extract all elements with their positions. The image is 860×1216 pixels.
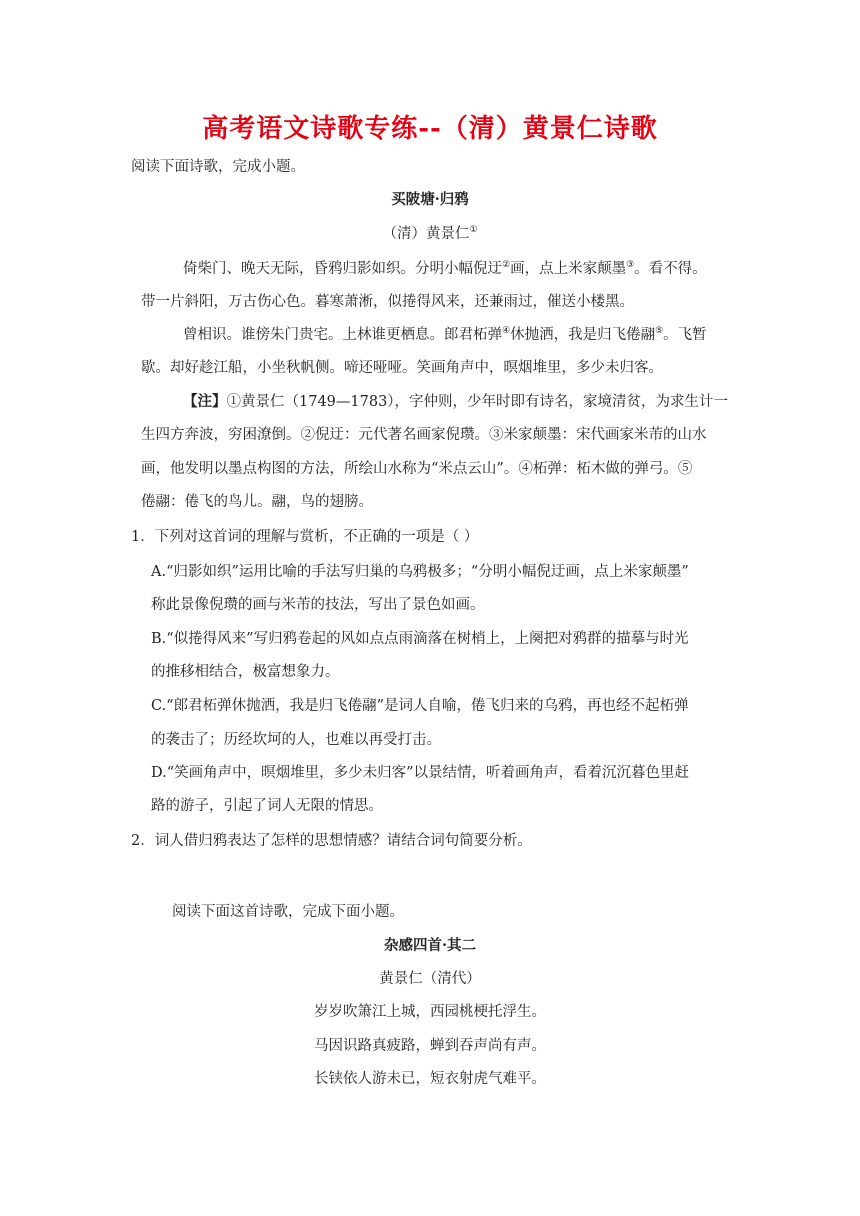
question-stem: 1．下列对这首词的理解与赏析，不正确的一项是（ ） bbox=[131, 529, 479, 545]
poem1-line: 歇。却好趁江船，小坐秋帆侧。啼还哑哑。笑画角声中，暝烟堆里，多少未归客。 bbox=[141, 360, 663, 376]
annotation-line: 生四方奔波，穷困潦倒。②倪迂：元代著名画家倪瓒。③米家颠墨：宋代画家米芾的山水 bbox=[141, 427, 707, 443]
poem1-line: 曾相识。谁傍朱门贵宅。上林谁更栖息。郎君柘弹④休抛洒，我是归飞倦翮⑤。飞暂 bbox=[183, 326, 707, 343]
poem1-title: 买陂塘·归鸦 bbox=[391, 191, 469, 208]
poem2-author: 黄景仁（清代） bbox=[379, 971, 481, 987]
poem1-line: 带一片斜阳，万古伤心色。暮寒萧淅，似捲得风来，还兼雨过，催送小楼黑。 bbox=[141, 294, 634, 310]
section2-instruction: 阅读下面这首诗歌，完成下面小题。 bbox=[172, 904, 404, 920]
annotation-line: 画，他发明以墨点构图的方法，所绘山水称为“米点云山”。④柘弹：柘木做的弹弓。⑤ bbox=[141, 461, 693, 477]
annotation-line: 倦翮：倦飞的鸟儿。翮，鸟的翅膀。 bbox=[141, 494, 373, 510]
poem1-line: 倚柴门、晚天无际，昏鸦归影如织。分明小幅倪迂②画，点上米家颠墨③。看不得。 bbox=[183, 260, 707, 277]
poem2-line: 岁岁吹箫江上城，西园桃梗托浮生。 bbox=[314, 1004, 546, 1020]
question-option-line: 称此景像倪瓒的画与米芾的技法，写出了景色如画。 bbox=[151, 597, 485, 613]
document-title: 高考语文诗歌专练--（清）黄景仁诗歌 bbox=[202, 114, 658, 144]
question-option-line: D.“笑画角声中，暝烟堆里，多少未归客”以景结情，听着画角声，看着沉沉暮色里赶 bbox=[151, 765, 690, 781]
question-option-line: B.“似捲得风来”写归鸦卷起的风如点点雨滴落在树梢上，上阕把对鸦群的描摹与时光 bbox=[151, 631, 689, 647]
annotation-line: 【注】①黄景仁（1749—1783），字仲则，少年时即有诗名，家境清贫，为求生计一 bbox=[183, 393, 729, 410]
question-option-line: C.“郎君柘弹休抛洒，我是归飞倦翮”是词人自喻，倦飞归来的乌鸦，再也经不起柘弹 bbox=[151, 698, 689, 714]
poem2-title: 杂感四首·其二 bbox=[383, 937, 477, 954]
poem1-author: （清）黄景仁① bbox=[382, 225, 478, 242]
section1-instruction: 阅读下面诗歌，完成小题。 bbox=[131, 159, 305, 175]
poem2-line: 长铗依人游未已，短衣射虎气难平。 bbox=[314, 1071, 546, 1087]
question-stem: 2．词人借归鸦表达了怎样的思想情感？请结合词句简要分析。 bbox=[131, 833, 532, 849]
question-option-line: A.“归影如织”运用比喻的手法写归巢的乌鸦极多；“分明小幅倪迂画，点上米家颠墨” bbox=[151, 564, 689, 580]
poem2-line: 马因识路真疲路，蝉到吞声尚有声。 bbox=[314, 1038, 546, 1054]
question-option-line: 的袭击了；历经坎坷的人，也难以再受打击。 bbox=[151, 732, 441, 748]
question-option-line: 的推移相结合，极富想象力。 bbox=[151, 664, 340, 680]
question-option-line: 路的游子，引起了词人无限的情思。 bbox=[151, 798, 383, 814]
